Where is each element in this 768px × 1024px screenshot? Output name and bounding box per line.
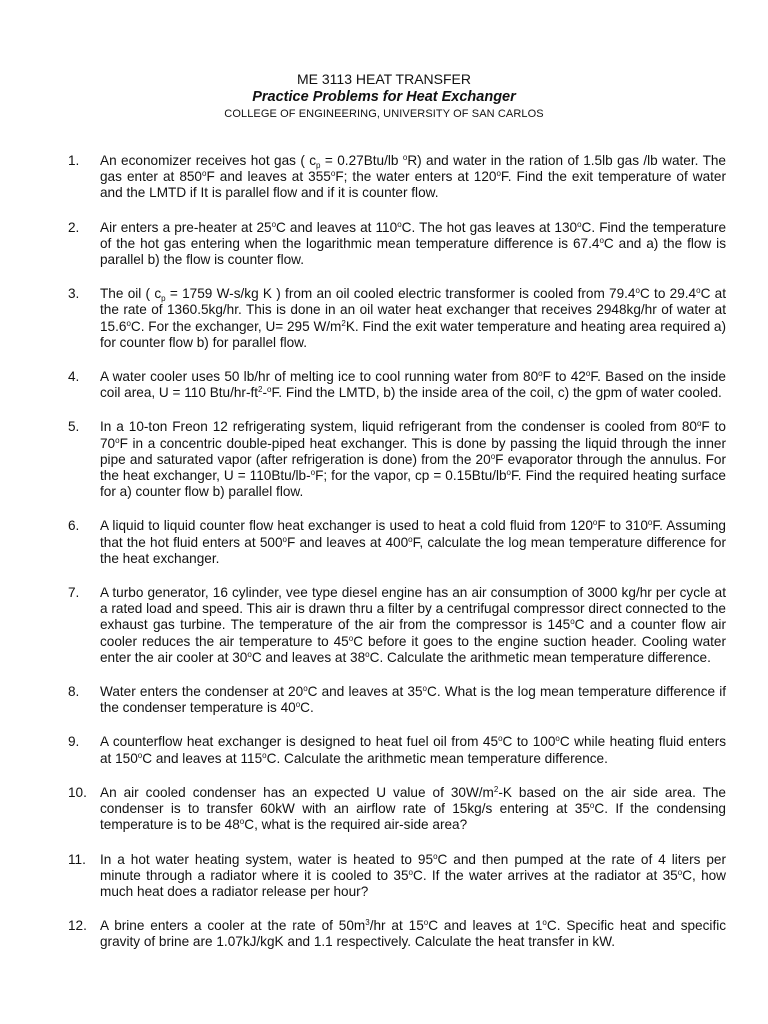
problem-text: A brine enters a cooler at the rate of $50m^3/hr$ at 15$^o$C and leaves at 1$^o$C. Specific heat and specific gravity of brine are 1.07kJ/kgK and 1.1 respectively. Calculate the heat transfer in kW. (100, 918, 727, 950)
problem-text: Water enters the condenser at 20$^o$C and leaves at 35$^o$C. What is the log mean temperature difference if the condenser temperature is 40$^o$C. (100, 684, 727, 716)
problem-item (68, 369, 726, 401)
course-title: ME 3113 HEAT TRANSFER (296, 71, 471, 87)
document-title: Practice Problems for Heat Exchanger (252, 89, 516, 105)
problem-number: 2. (68, 219, 80, 235)
problem-item (68, 286, 726, 351)
institution-line: COLLEGE OF ENGINEERING, UNIVERSITY OF SAN CARLOS (224, 108, 544, 120)
problem-item (68, 684, 726, 716)
problem-number: 12. (68, 918, 87, 934)
problem-item (68, 585, 726, 666)
problem-number: 11. (68, 851, 86, 867)
problem-number: 6. (68, 518, 80, 534)
problem-text: The oil ( $c_p = 1759$ W-s/kg K ) from an oil cooled electric transformer is cooled from 79.4$^o$C to 29.4$^o$C at the rate of 1360.5kg/hr. This is done in an oil water heat exchanger that receives 2948kg/hr of water at 15.6$^o$C. For the exchanger, U= 295 $W/m^2K$. Find the exit water temperature and heating area required a) for counter flow b) for parallel flow. (100, 286, 726, 350)
problem-text: In a hot water heating system, water is heated to 95$^o$C and then pumped at the rate of 4 liters per minute through a radiator where it is cooled to 35$^o$C. If the water arrives at the radiator at 35$^o$C, how much heat does a radiator release per hour? (100, 851, 727, 899)
problem-item (68, 220, 726, 269)
problem-item (68, 734, 726, 766)
problem-item (68, 785, 726, 834)
problem-number: 1. (68, 153, 80, 168)
problem-item (68, 918, 726, 950)
problem-text: Air enters a pre-heater at 25$^o$C and leaves at 110$^o$C. The hot gas leaves at 130$^o$C. Find the temperature of the hot gas entering when the logarithmic mean temperature difference is 67.4$^o$C and a) the flow is parallel b) the flow is counter flow. (100, 219, 727, 268)
problem-list (68, 153, 726, 951)
problem-number: 4. (68, 369, 80, 385)
problem-number: 10. (68, 784, 87, 800)
problem-text: An air cooled condenser has an expected U value of $30W/m^2-K$ based on the air side area. The condenser is to transfer 60kW with an airflow rate of 15kg/s entering at 35$^o$C. If the condensing temperature is to be 48$^o$C, what is the required air-side area? (100, 784, 726, 833)
problem-item (68, 518, 726, 567)
problem-number: 5. (68, 419, 80, 435)
problem-text: A turbo generator, 16 cylinder, vee type diesel engine has an air consumption of 3000 kg/hr per cycle at a rated load and speed. This air is drawn thru a filter by a centrifugal compressor direct connected to the exhaust gas turbine. The temperature of the air from the compressor is 145$^o$C and a counter flow air cooler reduces the air temperature to 45$^o$C before it goes to the engine suction header. Cooling water enter the air cooler at 30$^o$C and leaves at 38$^o$C. Calculate the arithmetic mean temperature difference. (100, 585, 726, 665)
problem-number: 8. (68, 684, 80, 700)
problem-number: 7. (68, 585, 80, 601)
problem-text: In a 10-ton Freon 12 refrigerating system, liquid refrigerant from the condenser is cooled from 80$^o$F to 70$^o$F in a concentric double-piped heat exchanger. This is done by passing the liquid through the inner pipe and saturated vapor (after refrigeration is done) from the 20$^o$F evaporator through the annulus. For the heat exchanger, U = 110Btu/lb-$^o$F; for the vapor, cp = $0.15Btu/lb^oF$. Find the required heating surface for a) counter flow b) parallel flow. (100, 419, 726, 500)
problem-number: 9. (68, 734, 80, 750)
problem-item (68, 852, 726, 901)
problem-text: A water cooler uses 50 lb/hr of melting ice to cool running water from 80$^o$F to 42$^o$F. Based on the inside coil area, U = 110 Btu/$hr-ft^2-^oF$. Find the LMTD, b) the inside area of the coil, c) the gpm of water cooled. (100, 369, 726, 401)
problem-text: A counterflow heat exchanger is designed to heat fuel oil from 45$^o$C to 100$^o$C while heating fluid enters at 150$^o$C and leaves at 115$^o$C. Calculate the arithmetic mean temperature difference. (100, 734, 727, 766)
problem-text: A liquid to liquid counter flow heat exchanger is used to heat a cold fluid from 120$^o$F to 310$^o$F. Assuming that the hot fluid enters at 500$^o$F and leaves at 400$^o$F, calculate the log mean temperature difference for the heat exchanger. (100, 518, 726, 566)
problem-item (68, 153, 726, 202)
problem-number: 3. (68, 286, 80, 302)
document-header (0, 70, 768, 122)
problem-text: An economizer receives hot gas ( $c_p = 0.27Btu/lb$ $^o$R) and water in the ration of 1.5lb gas /lb water. The gas enter at 850$^o$F and leaves at 355$^o$F; the water enters at 120$^o$F. Find the exit temperature of water and the LMTD if It is parallel flow and if it is counter flow. (100, 153, 727, 201)
problem-item (68, 419, 726, 500)
